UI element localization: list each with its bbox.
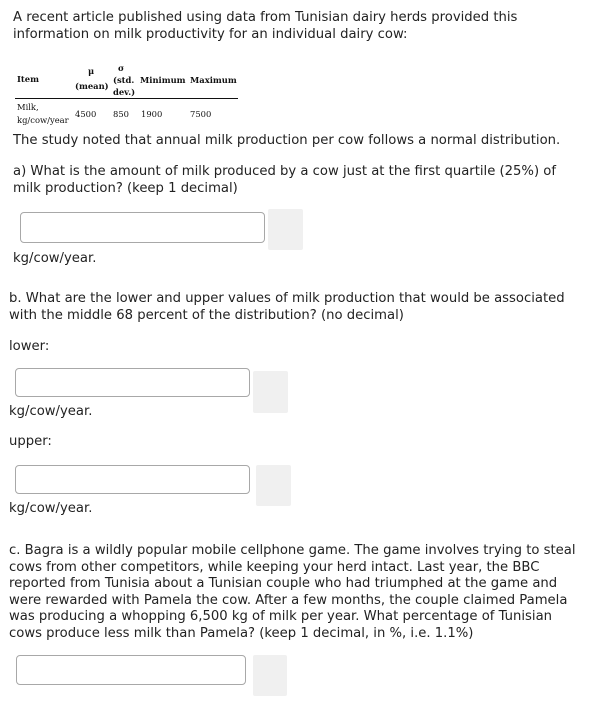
part-b-lower-input[interactable] xyxy=(15,368,250,397)
part-b-lower-unit: kg/cow/year. xyxy=(9,404,93,419)
part-b-upper-label: upper: xyxy=(9,434,52,449)
row-item-line-2: kg/cow/year xyxy=(17,115,69,125)
row-mean-value: 4500 xyxy=(75,109,97,119)
header-sd-label-1: (std. xyxy=(113,75,135,85)
header-item: Item xyxy=(17,74,39,84)
part-a-check-button[interactable] xyxy=(268,209,303,250)
header-sd-symbol: σ xyxy=(118,63,125,73)
header-maximum: Maximum xyxy=(190,75,237,85)
part-a-answer-input[interactable] xyxy=(20,212,265,243)
part-b-upper-input[interactable] xyxy=(15,465,250,494)
header-minimum: Minimum xyxy=(140,75,186,85)
part-b-question: b. What are the lower and upper values of milk production that would be associated with the middle 68 percent of the distribution? (no decimal) xyxy=(9,291,565,323)
row-maximum-value: 7500 xyxy=(190,109,212,119)
statistics-table xyxy=(0,0,594,130)
part-b-upper-unit: kg/cow/year. xyxy=(9,501,93,516)
row-sd-value: 850 xyxy=(113,109,129,119)
row-minimum-value: 1900 xyxy=(141,109,163,119)
part-c-check-button[interactable] xyxy=(253,655,287,696)
part-b-lower-check-button[interactable] xyxy=(253,371,288,413)
part-c-question: c. Bagra is a wildly popular mobile cellphone game. The game involves trying to steal cows from other competitors, while keeping your herd intact. Last year, the BBC reported from Tunisia about a Tunisian couple who had triumphed at the game and were rewarded with Pamela the cow. After a few months, the couple claimed Pamela was producing a whopping 6,500 kg of milk per year. What percentage of Tunisian cows produce less milk than Pamela? (keep 1 decimal, in %, i.e. 1.1%) xyxy=(9,543,576,641)
part-b-upper-check-button[interactable] xyxy=(256,465,291,506)
part-a-question: a) What is the amount of milk produced by a cow just at the first quartile (25%) of milk production? (keep 1 decimal) xyxy=(13,164,556,196)
part-c-answer-input[interactable] xyxy=(16,655,246,685)
part-a-unit: kg/cow/year. xyxy=(13,251,97,266)
table-header-rule xyxy=(15,98,238,99)
header-sd-label-2: dev.) xyxy=(113,87,136,97)
header-mean-symbol: μ xyxy=(88,66,95,76)
row-item-line-1: Milk, xyxy=(17,102,39,112)
part-b-lower-label: lower: xyxy=(9,339,50,354)
intro-text: A recent article published using data from Tunisian dairy herds provided this information on milk productivity for an individual dairy cow: xyxy=(13,10,518,42)
header-mean-label: (mean) xyxy=(75,81,109,91)
distribution-statement: The study noted that annual milk production per cow follows a normal distribution. xyxy=(13,133,561,148)
